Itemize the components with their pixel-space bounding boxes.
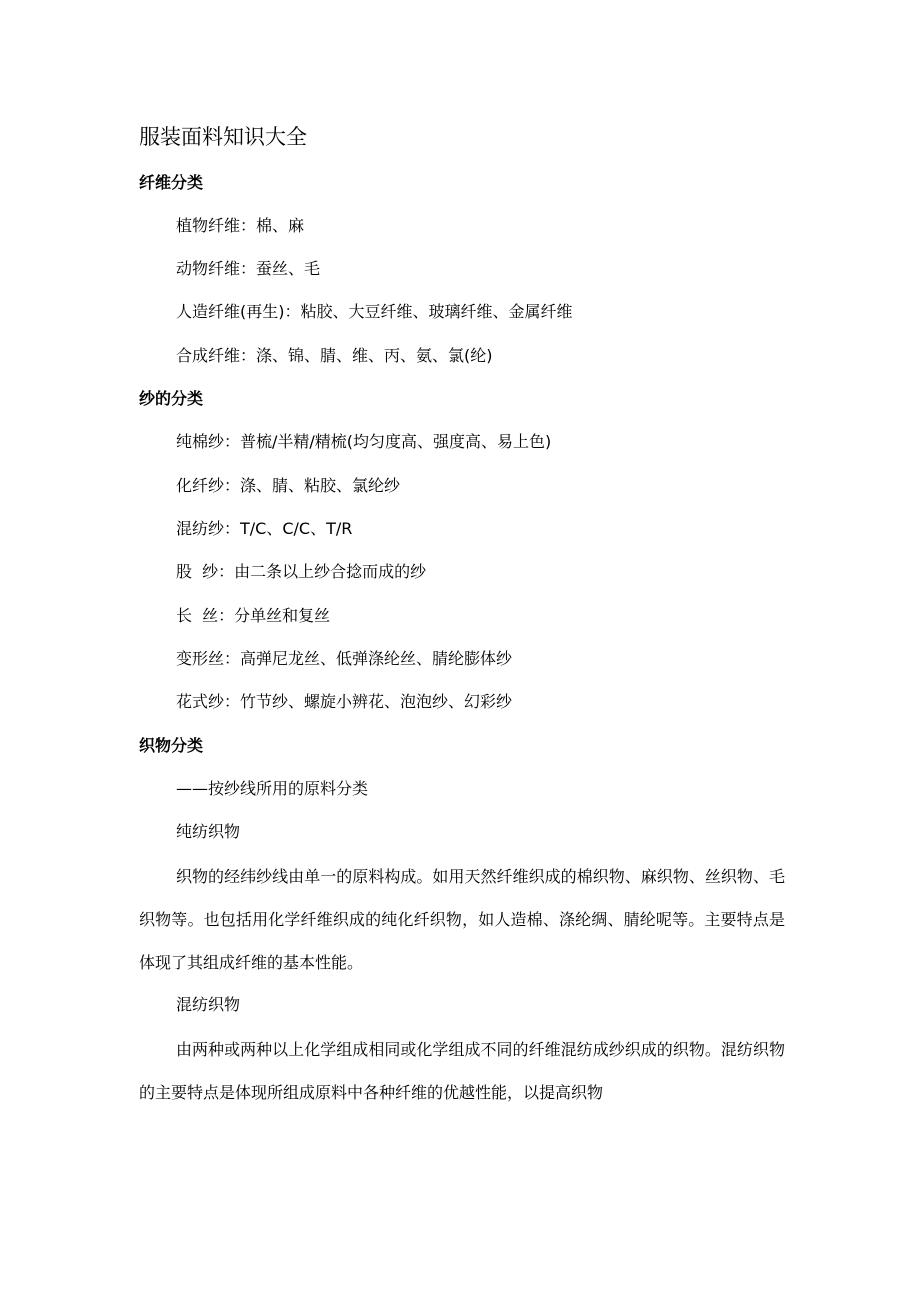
subsection-note: ——按纱线所用的原料分类 [176, 779, 369, 798]
list-item: 人造纤维(再生)：粘胶、大豆纤维、玻璃纤维、金属纤维 [176, 302, 573, 321]
list-item: 动物纤维：蚕丝、毛 [176, 259, 321, 278]
list-item: 长 丝：分单丝和复丝 [176, 606, 331, 625]
subsection-heading-blended: 混纺织物 [176, 995, 241, 1014]
list-item: 股 纱：由二条以上纱合捻而成的纱 [176, 562, 427, 581]
list-item: 花式纱：竹节纱、螺旋小辨花、泡泡纱、幻彩纱 [176, 692, 513, 711]
list-item: 合成纤维：涤、锦、腈、维、丙、氨、氯(纶) [176, 346, 493, 365]
paragraph-pure-fabric: 织物的经纬纱线由单一的原料构成。如用天然纤维织成的棉织物、麻织物、丝织物、毛织物等。也包括用化学纤维织成的纯化纤织物，如人造棉、涤纶绸、腈纶呢等。主要特点是体现了其组成纤维的基本性能。 [139, 867, 785, 972]
list-item: 化纤纱：涤、腈、粘胶、氯纶纱 [176, 476, 401, 495]
section-heading-fiber: 纤维分类 [139, 173, 204, 192]
section-heading-yarn: 纱的分类 [139, 389, 204, 408]
subsection-heading-pure: 纯纺织物 [176, 822, 241, 841]
list-item: 变形丝：高弹尼龙丝、低弹涤纶丝、腈纶膨体纱 [176, 649, 513, 668]
section-heading-fabric: 织物分类 [139, 736, 204, 755]
list-item: 混纺纱：T/C、C/C、T/R [176, 519, 353, 538]
list-item: 植物纤维：棉、麻 [176, 216, 305, 235]
paragraph-blended-fabric: 由两种或两种以上化学组成相同或化学组成不同的纤维混纺成纱织成的织物。混纺织物的主要特点是体现所组成原料中各种纤维的优越性能，以提高织物 [139, 1040, 785, 1102]
list-item: 纯棉纱：普梳/半精/精梳(均匀度高、强度高、易上色) [176, 432, 552, 451]
document-title: 服装面料知识大全 [139, 125, 307, 149]
